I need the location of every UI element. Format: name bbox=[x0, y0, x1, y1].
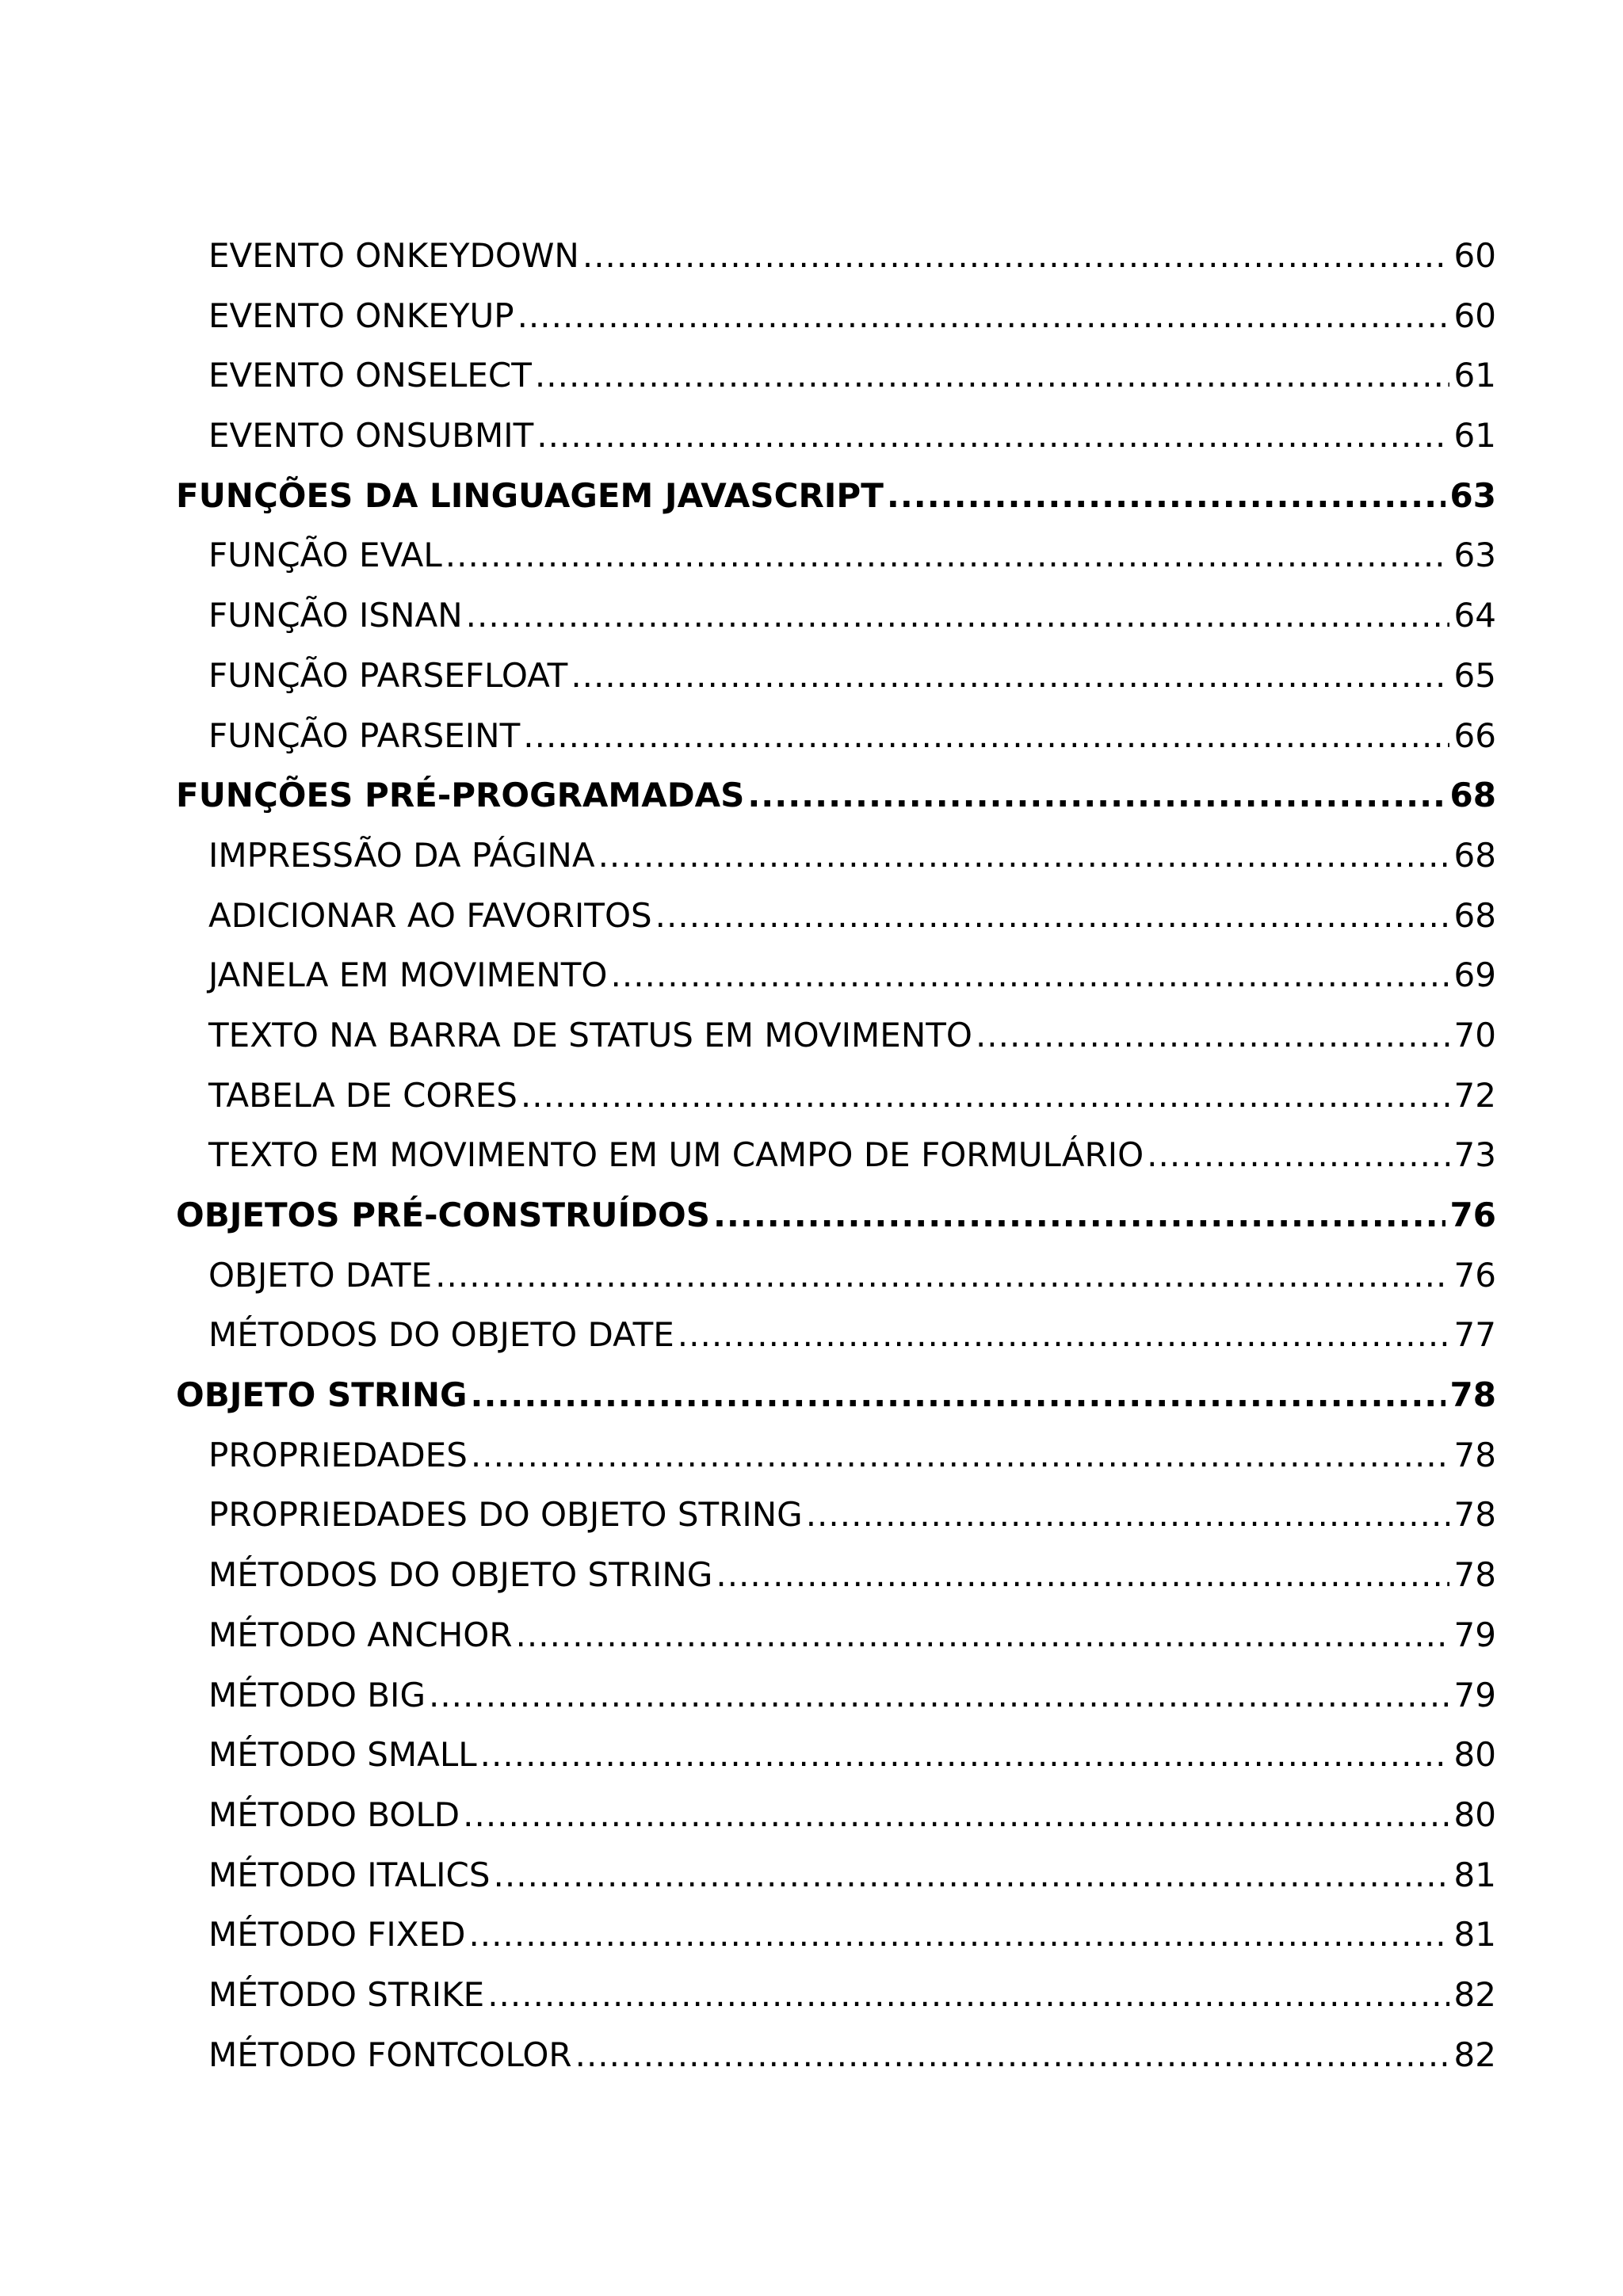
toc-subsection-entry[interactable] bbox=[176, 1665, 1496, 1726]
toc-dot-leader bbox=[976, 1005, 1449, 1066]
toc-dot-leader bbox=[887, 466, 1445, 526]
toc-dot-leader bbox=[516, 1605, 1449, 1665]
toc-entry-title: TABELA DE CORES bbox=[208, 1075, 517, 1115]
toc-subsection-entry[interactable] bbox=[176, 1845, 1496, 1905]
toc-entry-title: PROPRIEDADES DO OBJETO STRING bbox=[208, 1495, 803, 1535]
toc-page-number: 70 bbox=[1453, 1015, 1496, 1055]
toc-page-number: 80 bbox=[1453, 1794, 1496, 1834]
toc-page-number: 73 bbox=[1453, 1135, 1496, 1175]
toc-entry-title: MÉTODOS DO OBJETO DATE bbox=[208, 1315, 674, 1355]
toc-subsection-entry[interactable] bbox=[176, 345, 1496, 406]
toc-subsection-entry[interactable] bbox=[176, 1066, 1496, 1126]
toc-entry-title: OBJETO DATE bbox=[208, 1255, 433, 1295]
toc-subsection-entry[interactable] bbox=[176, 286, 1496, 346]
toc-dot-leader bbox=[713, 1185, 1445, 1245]
toc-subsection-entry[interactable] bbox=[176, 1305, 1496, 1365]
toc-page-number: 68 bbox=[1453, 835, 1496, 875]
toc-subsection-entry[interactable] bbox=[176, 646, 1496, 706]
toc-dot-leader bbox=[582, 226, 1449, 286]
toc-dot-leader bbox=[537, 406, 1449, 466]
toc-page-number: 61 bbox=[1453, 416, 1496, 456]
toc-subsection-entry[interactable] bbox=[176, 945, 1496, 1005]
toc-page-number: 63 bbox=[1449, 475, 1496, 515]
toc-page-number: 64 bbox=[1453, 596, 1496, 635]
toc-entry-title: FUNÇÃO ISNAN bbox=[208, 596, 463, 635]
toc-dot-leader bbox=[575, 2025, 1449, 2085]
toc-page-number: 81 bbox=[1453, 1915, 1496, 1955]
toc-page-number: 77 bbox=[1453, 1315, 1496, 1355]
toc-page-number: 61 bbox=[1453, 356, 1496, 395]
toc-dot-leader bbox=[611, 945, 1449, 1005]
toc-entry-title: MÉTODO ANCHOR bbox=[208, 1615, 513, 1654]
toc-section-entry[interactable] bbox=[176, 466, 1496, 526]
toc-subsection-entry[interactable] bbox=[176, 585, 1496, 646]
toc-subsection-entry[interactable] bbox=[176, 1605, 1496, 1665]
toc-dot-leader bbox=[471, 1425, 1449, 1486]
toc-dot-leader bbox=[435, 1245, 1449, 1306]
toc-dot-leader bbox=[571, 646, 1449, 706]
toc-page-number: 60 bbox=[1453, 296, 1496, 335]
toc-dot-leader bbox=[471, 1365, 1445, 1425]
toc-section-entry[interactable] bbox=[176, 765, 1496, 826]
toc-entry-title: MÉTODO FONTCOLOR bbox=[208, 2035, 572, 2074]
toc-entry-title: MÉTODO ITALICS bbox=[208, 1855, 491, 1894]
toc-page-number: 78 bbox=[1453, 1435, 1496, 1474]
toc-page-number: 82 bbox=[1453, 2035, 1496, 2074]
toc-page-number: 78 bbox=[1453, 1495, 1496, 1535]
toc-entry-title: ADICIONAR AO FAVORITOS bbox=[208, 895, 652, 935]
toc-subsection-entry[interactable] bbox=[176, 1965, 1496, 2025]
toc-entry-title: MÉTODO BOLD bbox=[208, 1794, 460, 1834]
toc-entry-title: MÉTODO SMALL bbox=[208, 1735, 477, 1775]
toc-dot-leader bbox=[1147, 1125, 1449, 1185]
toc-subsection-entry[interactable] bbox=[176, 1425, 1496, 1486]
toc-subsection-entry[interactable] bbox=[176, 406, 1496, 466]
toc-dot-leader bbox=[535, 345, 1449, 406]
toc-entry-title: FUNÇÕES DA LINGUAGEM JAVASCRIPT bbox=[176, 475, 884, 515]
toc-subsection-entry[interactable] bbox=[176, 826, 1496, 886]
toc-entry-title: OBJETOS PRÉ-CONSTRUÍDOS bbox=[176, 1196, 710, 1234]
toc-entry-title: MÉTODO STRIKE bbox=[208, 1974, 485, 2014]
toc-subsection-entry[interactable] bbox=[176, 2025, 1496, 2085]
toc-entry-title: OBJETO STRING bbox=[176, 1375, 468, 1415]
toc-page-number: 80 bbox=[1453, 1735, 1496, 1775]
toc-dot-leader bbox=[487, 1965, 1449, 2025]
toc-subsection-entry[interactable] bbox=[176, 1725, 1496, 1785]
toc-subsection-entry[interactable] bbox=[176, 886, 1496, 946]
toc-entry-title: TEXTO EM MOVIMENTO EM UM CAMPO DE FORMULÁRIO bbox=[208, 1135, 1144, 1175]
toc-dot-leader bbox=[445, 525, 1449, 585]
toc-page-number: 82 bbox=[1453, 1974, 1496, 2014]
toc-subsection-entry[interactable] bbox=[176, 1785, 1496, 1845]
toc-subsection-entry[interactable] bbox=[176, 525, 1496, 585]
toc-dot-leader bbox=[678, 1305, 1449, 1365]
toc-dot-leader bbox=[716, 1545, 1449, 1605]
toc-entry-title: FUNÇÕES PRÉ-PROGRAMADAS bbox=[176, 776, 745, 815]
toc-entry-title: FUNÇÃO PARSEINT bbox=[208, 715, 521, 755]
toc-entry-title: MÉTODO BIG bbox=[208, 1675, 426, 1714]
toc-subsection-entry[interactable] bbox=[176, 706, 1496, 766]
toc-entry-title: EVENTO ONSELECT bbox=[208, 356, 532, 395]
toc-page-number: 72 bbox=[1453, 1075, 1496, 1115]
toc-dot-leader bbox=[747, 765, 1445, 826]
toc-dot-leader bbox=[517, 286, 1449, 346]
toc-entry-title: FUNÇÃO PARSEFLOAT bbox=[208, 655, 568, 695]
toc-page-number: 60 bbox=[1453, 236, 1496, 275]
toc-entry-title: FUNÇÃO EVAL bbox=[208, 536, 442, 575]
toc-dot-leader bbox=[598, 826, 1449, 886]
toc-dot-leader bbox=[494, 1845, 1449, 1905]
toc-subsection-entry[interactable] bbox=[176, 1005, 1496, 1066]
toc-entry-title: JANELA EM MOVIMENTO bbox=[208, 955, 608, 995]
toc-page-number: 79 bbox=[1453, 1675, 1496, 1714]
toc-entry-title: MÉTODOS DO OBJETO STRING bbox=[208, 1555, 713, 1595]
toc-section-entry[interactable] bbox=[176, 1365, 1496, 1425]
toc-entry-title: TEXTO NA BARRA DE STATUS EM MOVIMENTO bbox=[208, 1015, 972, 1055]
toc-dot-leader bbox=[466, 585, 1449, 646]
toc-page-number: 78 bbox=[1449, 1375, 1496, 1415]
toc-entry-title: MÉTODO FIXED bbox=[208, 1915, 466, 1955]
table-of-contents bbox=[176, 226, 1496, 2084]
toc-dot-leader bbox=[429, 1665, 1449, 1726]
toc-dot-leader bbox=[521, 1066, 1449, 1126]
toc-subsection-entry[interactable] bbox=[176, 1545, 1496, 1605]
toc-subsection-entry[interactable] bbox=[176, 1485, 1496, 1545]
toc-subsection-entry[interactable] bbox=[176, 1125, 1496, 1185]
toc-page-number: 68 bbox=[1453, 895, 1496, 935]
toc-page-number: 78 bbox=[1453, 1555, 1496, 1595]
toc-page-number: 65 bbox=[1453, 655, 1496, 695]
toc-entry-title: EVENTO ONKEYUP bbox=[208, 296, 514, 335]
toc-page-number: 79 bbox=[1453, 1615, 1496, 1654]
toc-section-entry[interactable] bbox=[176, 1185, 1496, 1245]
toc-page-number: 76 bbox=[1449, 1196, 1496, 1234]
toc-page-number: 68 bbox=[1449, 776, 1496, 815]
toc-page-number: 81 bbox=[1453, 1855, 1496, 1894]
toc-page-number: 76 bbox=[1453, 1255, 1496, 1295]
toc-page-number: 63 bbox=[1453, 536, 1496, 575]
toc-subsection-entry[interactable] bbox=[176, 1905, 1496, 1965]
toc-dot-leader bbox=[655, 886, 1449, 946]
toc-dot-leader bbox=[480, 1725, 1449, 1785]
toc-entry-title: IMPRESSÃO DA PÁGINA bbox=[208, 835, 595, 875]
toc-entry-title: EVENTO ONKEYDOWN bbox=[208, 236, 579, 275]
toc-page-number: 66 bbox=[1453, 715, 1496, 755]
toc-dot-leader bbox=[523, 706, 1449, 766]
toc-subsection-entry[interactable] bbox=[176, 226, 1496, 286]
toc-subsection-entry[interactable] bbox=[176, 1245, 1496, 1306]
toc-entry-title: PROPRIEDADES bbox=[208, 1435, 468, 1474]
toc-dot-leader bbox=[806, 1485, 1449, 1545]
toc-entry-title: EVENTO ONSUBMIT bbox=[208, 416, 534, 456]
toc-page-number: 69 bbox=[1453, 955, 1496, 995]
toc-dot-leader bbox=[463, 1785, 1449, 1845]
toc-dot-leader bbox=[468, 1905, 1449, 1965]
